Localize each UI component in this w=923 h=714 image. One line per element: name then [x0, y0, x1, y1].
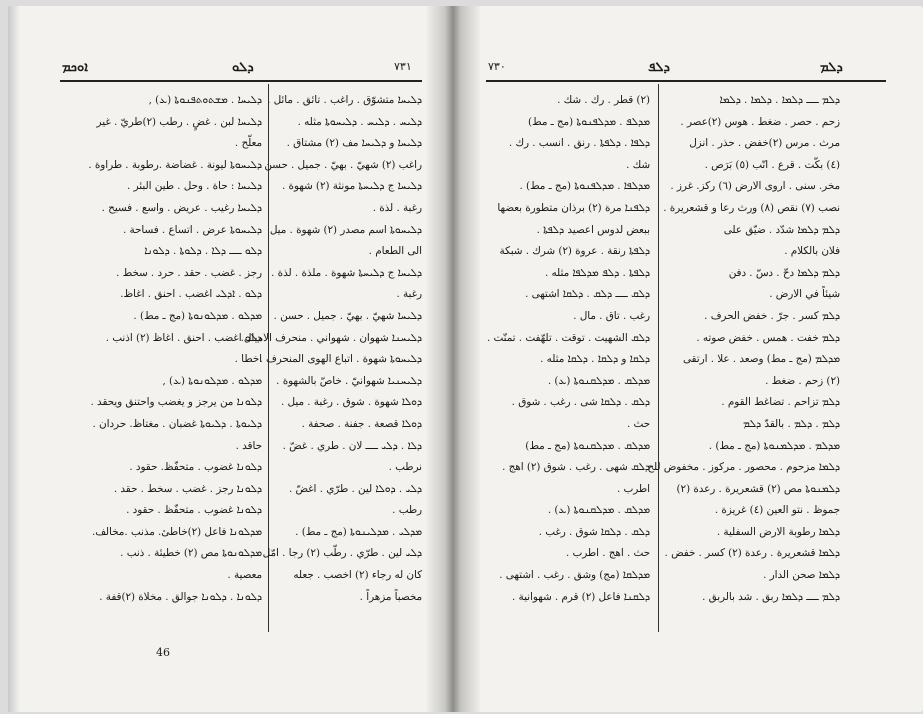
entry-line: ܕܠܡܐ رطوبة الارض السفلية .	[716, 525, 840, 538]
entry-line: ܡܕܠܩܐ (مج) وشق . رغب . اشتهى .	[499, 569, 650, 582]
entry-line: ܕܠܡ . ܕܠܡ . بالقدّ ܕܠܡ	[743, 417, 840, 430]
entry-line: ܕܠܡ ܕܠܡܐ دحّ . دسّ . دفن	[728, 266, 840, 279]
entry-line: ܕܠܝܚܘܬܐ اسم مصدر (٢) شهوة . ميل	[269, 223, 422, 236]
entry-line: ܡܕܠܘ . ܡܕܠܘܢܘܬܐ (مج ـ مط) .	[133, 309, 262, 322]
entry-line: ܡܕܠܡ . ܡܕܠܡܢܘܬܐ (مج ـ مط) .	[708, 439, 840, 452]
page-edge-shadow	[8, 6, 20, 712]
left-column-outer	[86, 90, 262, 608]
entry-line: فلان بالكلام .	[784, 245, 840, 258]
entry-line: مخر. سنى . اروى الارض (٦) ركز. غرز .	[670, 180, 840, 193]
entry-line: ܕܠܝܚܐ : حاة . وحل . طين البئر .	[127, 180, 262, 193]
entry-line: ܕܠܘܢܐ غضوب . متحفّظ. حقود .	[129, 461, 262, 474]
entry-line: (٤) بكّت . قرع . انّب (٥) بَرَص .	[704, 158, 840, 171]
entry-line: جموظ . نتو العين (٤) غريزة .	[714, 504, 840, 517]
entry-line: ܕܠܝ لين . طرّي . رطّب (٢) رجا . امّل .	[256, 547, 422, 560]
entry-line: رطب .	[392, 504, 422, 517]
entry-line: ܕܠܡ خفت . همس . خفض صوته .	[696, 331, 840, 344]
entry-line: ܕܠܝܚܐ لبن . غضٍ . رطب (٢)طريّ . غير	[96, 115, 262, 128]
entry-line: ܕܠܡ ـــ ܕܠܡܐ . ܕܠܡܐ . ܕܠܡܐ	[719, 94, 840, 106]
entry-line: ܕܠܝ . ܕܘܠܐ لين . طرّي . اغضّ .	[289, 482, 422, 495]
entry-line: ܕܠܩ الشهيت . توقت . تلهّفت . تمنّت .	[486, 331, 650, 344]
right-column-outer	[640, 90, 840, 608]
right-page-number-top: ٧٣٠	[488, 60, 506, 73]
left-header-root: ܕܠܘ	[232, 60, 254, 75]
entry-line: ܕܠܝܚܐ ج ܕܠܝܚܬܐ مونثة (٢) شهوة .	[282, 180, 422, 193]
entry-line: ܕܠܦܐ . ܕܠܦܬܐ . رنق . انسب . رك .	[508, 137, 650, 150]
entry-line: ܡܕܠܘ . ܡܕܠܘܢܘܬܐ (ܥ) ,	[162, 374, 262, 387]
entry-line: رجز . غضب . حقد . حرد . سخط .	[116, 266, 262, 279]
entry-line: ܡܕܠܩ . ܡܕܠܩܢܘܬܐ (مج ـ مط)	[525, 439, 650, 452]
entry-line: ܕܠܐ . ܕܠܝ ـــ لان . طري . غضّ .	[282, 439, 422, 452]
right-page	[480, 6, 923, 712]
entry-line: (٢) قطر . رك . شك .	[557, 94, 650, 106]
entry-line: ܕܠܩ . ܕܠܩܐ شى . رغب . شوق .	[511, 396, 650, 409]
entry-line: ܕܠܡ ـــ ܕܠܡܐ ربق . شد بالربق .	[702, 590, 840, 603]
entry-line: زحم . حصر . ضغط . هوس (٢)عصر .	[680, 115, 840, 128]
entry-line: رغبة .	[396, 288, 422, 301]
entry-line: ܕܠܩ شهى . رغب . شوق (٢) اهج .	[502, 461, 650, 474]
entry-line: ܕܠܝܚܐ شهيّ . بهيّ . جميل . حسن .	[273, 309, 422, 322]
entry-line: ܕܠܡ كسر . جرّ . خفض الحرف .	[704, 309, 840, 322]
entry-line: ܕܠܘܢܐ من يرجز و يغضب واحتنق ويحقد .	[90, 396, 262, 409]
entry-line: ܕܠܝܚܐ رغيب . عريض . واسع . فسيح .	[101, 201, 262, 214]
entry-line: اخطا .	[234, 353, 262, 366]
book-spread	[8, 6, 923, 712]
entry-line: ܕܠܘ . ܐܕܠܝ اغضب . احنق . اغاظ.	[120, 288, 262, 301]
entry-line: مخصباً مزهراً .	[359, 590, 422, 603]
entry-line: ܡܕܠܘܢܘܬܐ مص (٢) خطيئة . ذنب .	[120, 547, 262, 560]
right-column-divider	[658, 84, 659, 632]
entry-line: اطرب .	[617, 482, 650, 495]
entry-line: ببعض لدوس اعصيد ܕܠܦܬܐ .	[536, 223, 650, 236]
entry-line: ܡܕܠܝ . ܡܕܠܝܢܘܬܐ (مج ـ مط) .	[295, 525, 422, 538]
entry-line: ܕܠܩ ـــ ܕܠܩ . ܕܠܩܐ اشتهى .	[525, 288, 650, 301]
entry-line: ܕܠܘܢܐ غضوب . متحفّظ . حقود .	[126, 504, 262, 517]
entry-line: ܕܠܝܚܐ و ܕܠܝܚܐ مف (٢) مشتاق .	[286, 137, 422, 150]
left-header-rule	[60, 80, 422, 82]
entry-line: شيئاً في الارض .	[769, 288, 840, 301]
entry-line: ܕܠܦܢܐ مرة (٢) برذان متطورة بعضها	[497, 201, 650, 214]
entry-line: ܕܠܩܢܐ فاعل (٢) قرم . شهوانية .	[512, 590, 650, 603]
right-header-rule	[486, 80, 886, 82]
entry-line: نرطب .	[388, 461, 422, 474]
entry-line: حث . اهج . اطرب .	[565, 547, 650, 560]
entry-line: ܕܠܡܐ قشعريرة . رعدة (٢) كسر . خفض .	[664, 547, 840, 560]
left-page-number-bottom: 46	[156, 646, 170, 659]
entry-line: ܕܠܝܚܘܬܐ شهوة . اتباع الهوى المنحرف .	[259, 353, 422, 366]
entry-line: مرث . مرس (٢)خفض . حذر . انزل	[689, 137, 840, 150]
entry-line: ܕܠܝܚܐ ج ܕܠܝܚܬܐ شهوة . ملذة . لذة .	[271, 266, 422, 279]
entry-line: حاقد .	[235, 439, 262, 452]
entry-line: ܡܕܠܘܢܐ فاعل (٢)خاطئ. مذنب .مخالف.	[91, 525, 262, 538]
entry-line: شك .	[626, 158, 650, 171]
entry-line: ܕܠܩܐ و ܕܠܩܐ . ܕܠܩܐ مثله .	[540, 353, 650, 366]
entry-line: ܡܕܠܦ . ܡܕܠܦܢܘܬܐ (مج ـ مط)	[528, 115, 650, 128]
entry-line: الى الطعام .	[368, 245, 422, 258]
entry-line: ܕܠܝܚܘܬܐ ليونة . غضاضة .رطوبة . طراوة .	[88, 158, 262, 171]
entry-line: ܡܕܠܩ . ܡܕܠܩܢܘܬܐ (ܥ) .	[547, 504, 650, 517]
entry-line: ܕܠܘ ـــ ܕܠܐ . ܕܠܘܬܐ . ܕܠܘܢܐ	[144, 245, 262, 258]
entry-line: رغب . تاق . مال .	[573, 309, 650, 322]
book-gutter	[426, 6, 480, 712]
entry-line: ܡܕܠܦܐ . ܡܕܠܦܢܘܬܐ (مج ـ مط) .	[519, 180, 650, 193]
right-header-keyword: ܕܠܡ	[820, 60, 843, 75]
entry-line: ܕܠܡܐ مزحوم . محصور . مركوز . مخفوض للح .	[640, 461, 840, 474]
entry-line: ܕܠܘܢܐ رجز . غضب . سخط . حقد .	[113, 482, 262, 495]
entry-line: معصية .	[227, 569, 262, 582]
entry-line: ܕܠܝܚܢܐ شهوان . شهواني . منحرف الاميال.	[240, 331, 422, 344]
right-header-root: ܕܠܦ	[648, 60, 670, 75]
entry-line: ܕܠܝܚܐ متشوّق . راغب . تائق . مائل .	[267, 94, 422, 106]
entry-line: نصب (٧) نقص (٨) ورث رعا و قشعريرة .	[663, 201, 840, 214]
entry-line: ܕܠܝܚܘܬܐ عرض . اتساع . فساحة .	[122, 223, 262, 236]
entry-line: (٢) زحم . ضغط .	[765, 374, 840, 387]
entry-line: ܕܠܝܘܬܐ . ܕܠܝܘܬܐ غضبان . مغتاظ. حردان .	[92, 417, 262, 430]
entry-line: ܕܠܡ تزاحم . تضاغط القوم .	[721, 396, 840, 409]
entry-line: ܡܕܠܡ (مج ـ مط) وصعد . علا . ارتقى	[682, 353, 840, 366]
entry-line: ܕܠܘܢܐ . ܕܠܘܢܐ جوالق . مخلاة (٢)قفة .	[99, 590, 262, 603]
entry-line: كان له رجاء (٢) اخصب . جعله	[293, 569, 422, 582]
entry-line: معلّح .	[234, 137, 262, 150]
left-page	[20, 6, 426, 712]
entry-line: حث .	[626, 417, 650, 430]
entry-line: ܕܠܩ . ܕܠܩܐ شوق . رغب .	[538, 525, 650, 538]
right-column-inner	[486, 90, 650, 608]
entry-line: ܕܠܝܚܐ . ܡܫܬܘܬܦܢܘܬܐ (ܥ) ,	[148, 94, 262, 106]
entry-line: ܕܠܡܢܘܬܐ مص (٢) قشعريرة . رعدة (٢)	[676, 482, 840, 495]
entry-line: ܕܠܦܬܐ رنقة . عروة (٢) شرك . شبكة	[499, 245, 650, 258]
entry-line: ܕܠܡ ܕܠܡܐ شدّد . ضيّق على	[723, 223, 840, 236]
entry-line: ܕܠܝܚܢܝܐ شهوانيّ . خاصّ بالشهوة .	[276, 374, 422, 387]
entry-line: ܕܘܠܐ شهوة . شوق . رغبة . ميل .	[281, 396, 422, 409]
entry-line: ܕܘܠܐ قصعة . جفنة . صحفة .	[301, 417, 422, 430]
entry-line: ܡܕܠܩ . ܡܕܠܩܢܘܬܐ (ܥ) .	[547, 374, 650, 387]
entry-line: ܕܠܘ اغضب . احنق . اغاظ (٢) اذنب .	[105, 331, 262, 344]
entry-line: رغبة . لذة .	[372, 201, 422, 214]
entry-line: ܕܠܡܐ صحن الدار .	[763, 569, 840, 582]
entry-line: راغب (٢) شهيّ . بهيّ . جميل . حسن .	[257, 158, 422, 171]
left-header-keyword: ܐܘܟܡ	[62, 60, 88, 75]
entry-line: ܕܠܝܚ . ܕܠܝܚ . ܕܠܝܚܘܬܐ مثله .	[297, 115, 422, 128]
left-page-number-top: ٧٣١	[394, 60, 412, 73]
entry-line: ܕܠܦܬܐ . ܕܠܦ ܡܕܠܦܐ مثله .	[544, 266, 650, 279]
